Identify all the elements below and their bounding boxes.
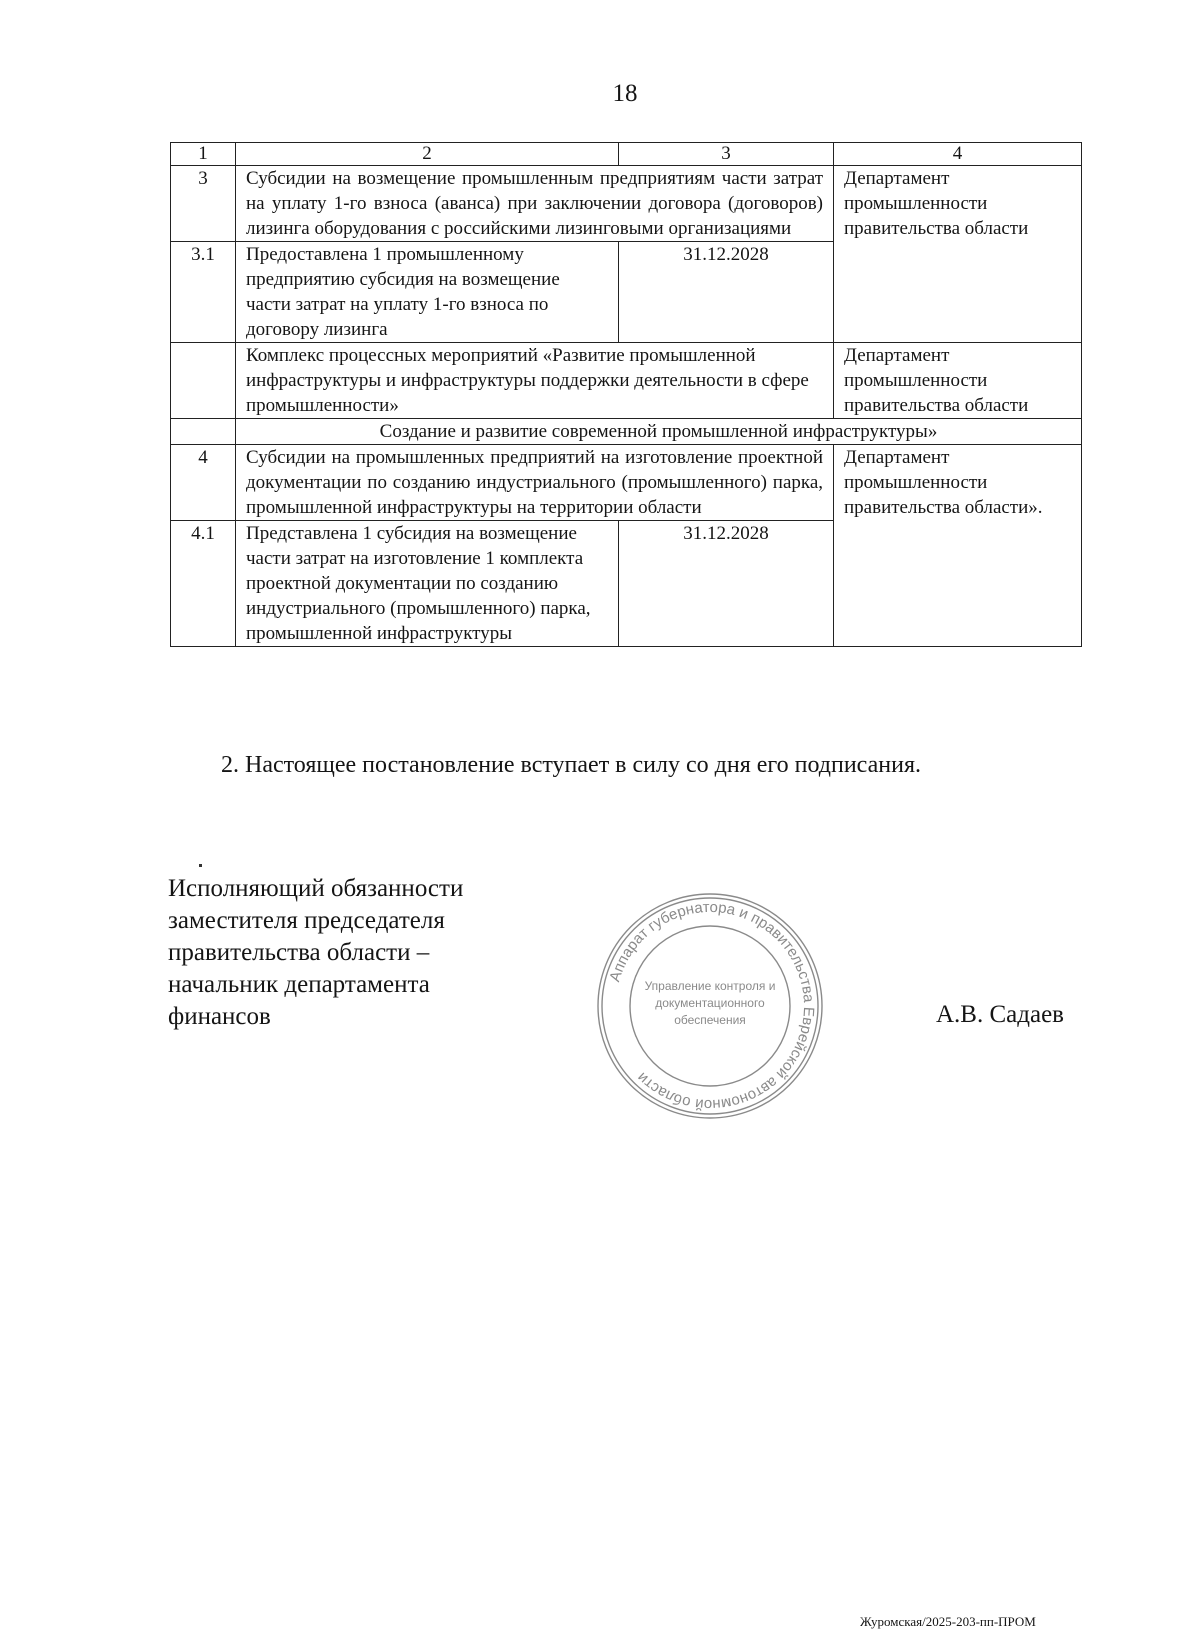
responsible-cell: Департамент промышленности правительства области». <box>834 445 1082 647</box>
row-number-empty <box>171 419 236 445</box>
measure-text: Субсидии на промышленных предприятий на изготовление проектной документации по созданию индустриального (промышленного) парка, промышленной инфраструктуры на территории области <box>236 445 834 521</box>
signer-line: правительства области – <box>168 939 430 966</box>
header-cell-3: 3 <box>619 143 834 166</box>
official-stamp <box>594 890 826 1122</box>
signer-line: финансов <box>168 1003 271 1030</box>
deadline-date: 31.12.2028 <box>619 242 834 343</box>
signer-name: А.В. Садаев <box>936 1001 1064 1028</box>
table-row <box>171 445 1082 521</box>
row-number-empty <box>171 343 236 419</box>
stamp-inner-line-2: документационного <box>655 996 765 1010</box>
complex-title: Комплекс процессных мероприятий «Развитие промышленной инфраструктуры и инфраструктуры поддержки деятельности в сфере промышленности» <box>236 343 834 419</box>
responsible-cell: Департамент промышленности правительства области <box>834 166 1082 343</box>
table-header-row <box>171 143 1082 166</box>
stamp-outer-text: Аппарат губернатора и правительства Еврейской автономной области <box>606 898 818 1114</box>
document-code: Журомская/2025-203-пп-ПРОМ <box>860 1614 1036 1629</box>
row-number: 3 <box>171 166 236 242</box>
table-row <box>171 166 1082 242</box>
header-cell-1: 1 <box>171 143 236 166</box>
deadline-date: 31.12.2028 <box>619 521 834 647</box>
measures-table <box>170 142 1082 647</box>
responsible-cell: Департамент промышленности правительства области <box>834 343 1082 419</box>
header-cell-4: 4 <box>834 143 1082 166</box>
signer-line: заместителя председателя <box>168 907 445 934</box>
result-text: Предоставлена 1 промышленному предприятию субсидия на возмещение части затрат на уплату 1-го взноса по договору лизинга <box>236 242 619 343</box>
final-clause: 2. Настоящее постановление вступает в силу со дня его подписания. <box>221 752 922 778</box>
row-number: 3.1 <box>171 242 236 343</box>
measure-text: Субсидии на возмещение промышленным предприятиям части затрат на уплату 1-го взноса (аванса) при заключении договора (договоров) лизинга оборудования с российскими лизинговыми организациями <box>236 166 834 242</box>
header-cell-2: 2 <box>236 143 619 166</box>
section-title: Создание и развитие современной промышленной инфраструктуры» <box>236 419 1082 445</box>
table-row <box>171 419 1082 445</box>
stamp-inner-line-3: обеспечения <box>674 1013 746 1027</box>
stray-mark <box>199 864 202 867</box>
signer-title <box>168 873 463 1033</box>
table-row <box>171 343 1082 419</box>
signer-line: начальник департамента <box>168 971 430 998</box>
signer-line: Исполняющий обязанности <box>168 875 464 902</box>
page-number: 18 <box>612 80 638 107</box>
row-number: 4.1 <box>171 521 236 647</box>
row-number: 4 <box>171 445 236 521</box>
result-text: Представлена 1 субсидия на возмещение части затрат на изготовление 1 комплекта проектной документации по созданию индустриального (промышленного) парка, промышленной инфраструктуры <box>236 521 619 647</box>
stamp-inner-line-1: Управление контроля и <box>644 979 776 993</box>
